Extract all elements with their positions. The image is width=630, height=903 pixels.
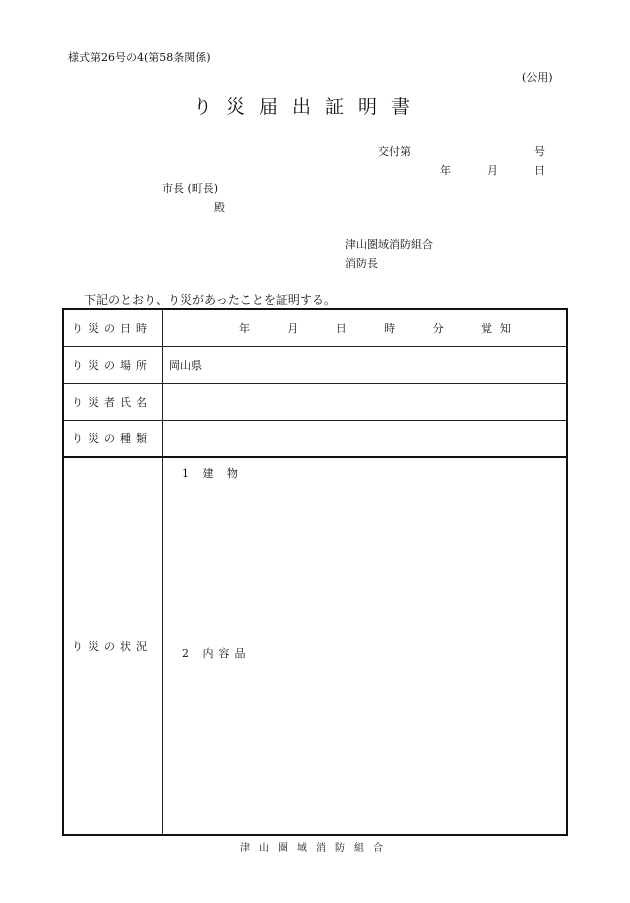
datetime-parts	[239, 320, 519, 336]
datetime-minute: 分	[432, 321, 444, 335]
issuer-chief: 消防長	[345, 257, 378, 270]
public-use-label: (公用)	[522, 71, 553, 84]
label-place: り災の場所	[63, 346, 163, 383]
form-number: 様式第26号の4(第58条関係)	[68, 51, 211, 64]
statement: 下記のとおり、り災があったことを証明する。	[84, 293, 336, 307]
table-row-name	[63, 383, 567, 420]
datetime-kakuchi: 覚知	[480, 321, 519, 335]
label-type: り災の種類	[63, 420, 163, 457]
addressee-honorific: 殿	[214, 201, 225, 214]
table-row-status	[63, 457, 567, 835]
addressee-mayor: 市長 (町長)	[162, 182, 219, 195]
datetime-year: 年	[239, 321, 250, 335]
label-datetime: り災の日時	[63, 309, 163, 346]
issue-number-label: 交付第	[378, 145, 411, 158]
issue-date-year: 年	[440, 164, 451, 177]
datetime-hour: 時	[384, 321, 396, 335]
issue-date-day: 日	[534, 164, 545, 177]
value-datetime	[163, 309, 568, 346]
value-type	[163, 420, 568, 457]
document-title: り災届出証明書	[193, 96, 425, 118]
table-row-type	[63, 420, 567, 457]
table-row-datetime	[63, 309, 567, 346]
certificate-table	[62, 308, 568, 836]
issue-date-month: 月	[487, 164, 498, 177]
label-name: り災者氏名	[63, 383, 163, 420]
status-section-building: 1 建 物	[182, 467, 243, 480]
status-section-contents: 2 内容品	[182, 647, 251, 660]
footer-organization: 津山圏域消防組合	[240, 843, 392, 854]
table-row-place	[63, 346, 567, 383]
value-name	[163, 383, 568, 420]
datetime-day: 日	[335, 321, 347, 335]
datetime-month: 月	[287, 321, 299, 335]
label-status: り災の状況	[63, 457, 163, 835]
value-place: 岡山県	[163, 346, 568, 383]
issuer-union: 津山圏域消防組合	[345, 238, 433, 251]
issue-number-suffix: 号	[534, 145, 545, 158]
